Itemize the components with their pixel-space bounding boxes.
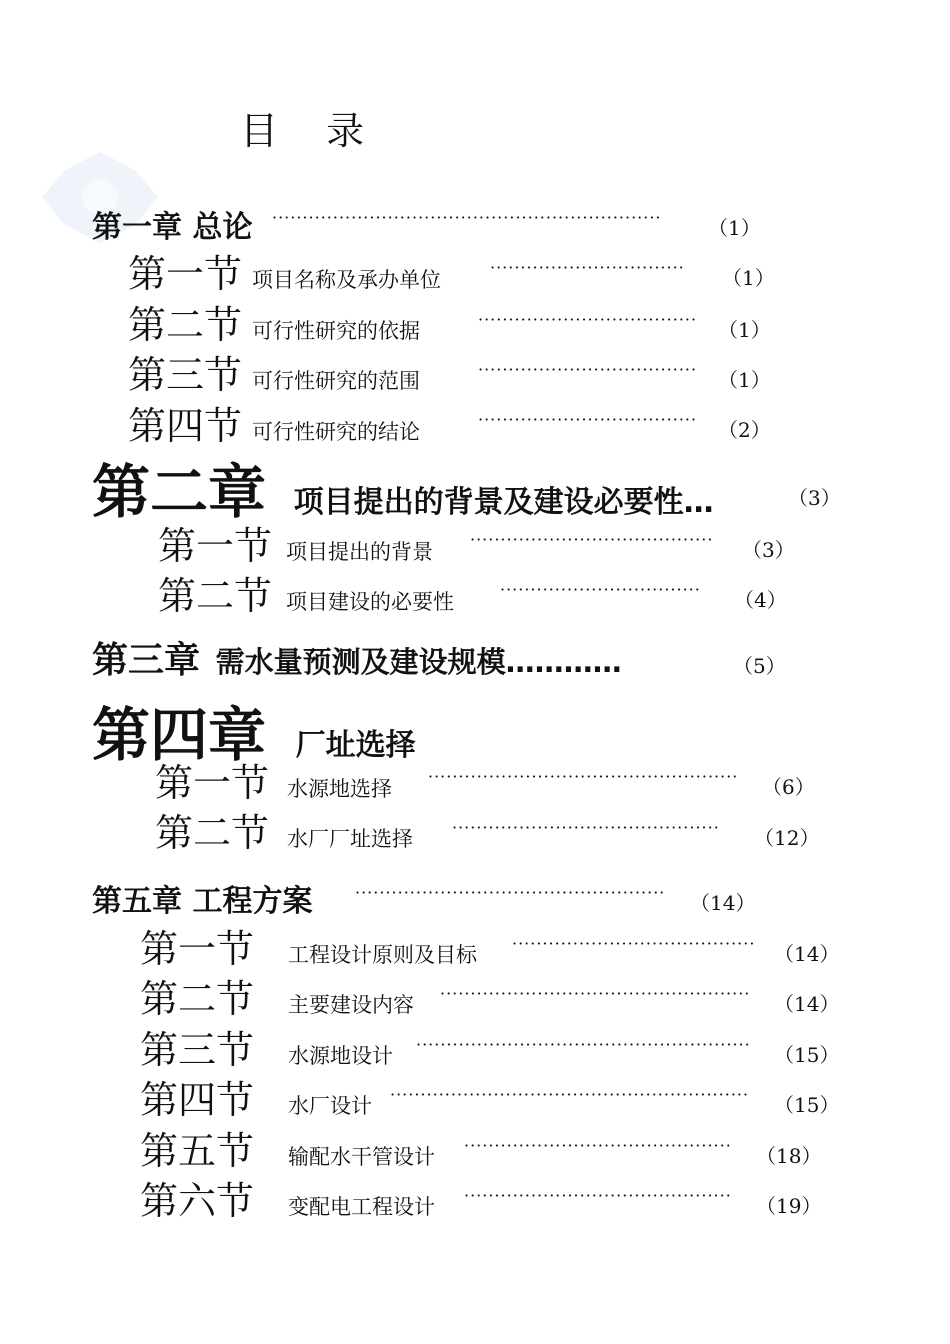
- toc-leader: ········································: [512, 934, 756, 953]
- toc-page: （1）: [708, 216, 761, 240]
- toc-page: （2）: [718, 418, 771, 442]
- toc-ch1-sec2: 第二节 可行性研究的依据: [128, 303, 421, 347]
- toc-leader: ···························································: [390, 1085, 750, 1104]
- toc-chapter-4: 第四章 厂址选择: [92, 701, 416, 769]
- toc-leader: ································································: [272, 208, 662, 227]
- toc-leader: ············································: [464, 1186, 732, 1205]
- toc-leader: ············································: [464, 1136, 732, 1155]
- toc-leader: ···················································: [440, 984, 751, 1003]
- toc-ch4-sec1: 第一节 水源地选择: [155, 761, 393, 805]
- toc-ch1-sec4: 第四节 可行性研究的结论: [128, 404, 421, 448]
- toc-leader: ································: [490, 258, 685, 277]
- toc-page: （15）: [774, 1093, 840, 1117]
- toc-page: （18）: [756, 1144, 822, 1168]
- toc-page: （12）: [754, 826, 820, 850]
- toc-page: （6）: [762, 775, 815, 799]
- toc-ch5-sec5: 第五节 输配水干管设计: [140, 1129, 436, 1173]
- toc-ch5-sec6: 第六节 变配电工程设计: [140, 1179, 436, 1223]
- toc-ch5-sec2: 第二节 主要建设内容: [140, 977, 415, 1021]
- toc-page: （14）: [774, 942, 840, 966]
- toc-page: （4）: [734, 588, 787, 612]
- toc-leader: ·······················································: [416, 1035, 751, 1054]
- toc-page: （5）: [733, 654, 786, 678]
- toc-page: （19）: [756, 1194, 822, 1218]
- toc-chapter-5: 第五章 工程方案: [92, 884, 313, 919]
- toc-leader: ····································: [478, 410, 698, 429]
- toc-ch5-sec4: 第四节 水厂设计: [140, 1078, 373, 1122]
- toc-leader: ····································: [478, 360, 698, 379]
- toc-leader: ·································: [500, 580, 701, 599]
- toc-ch5-sec1: 第一节 工程设计原则及目标: [140, 927, 478, 971]
- toc-page: （14）: [690, 891, 756, 915]
- toc-leader: ···················································: [355, 883, 666, 902]
- toc-ch2-sec1: 第一节 项目提出的背景: [158, 524, 434, 568]
- toc-leader: ···················································: [428, 767, 739, 786]
- toc-page: （1）: [718, 318, 771, 342]
- toc-ch2-sec2: 第二节 项目建设的必要性: [158, 574, 455, 618]
- page-title: 目 录: [240, 109, 383, 153]
- toc-leader: ········································: [470, 530, 714, 549]
- toc-page: （1）: [718, 368, 771, 392]
- toc-ch1-sec1: 第一节 项目名称及承办单位: [128, 252, 442, 296]
- toc-chapter-2: 第二章 项目提出的背景及建设必要性…: [92, 458, 714, 526]
- toc-page: （14）: [774, 992, 840, 1016]
- toc-page: （1）: [722, 266, 775, 290]
- toc-leader: ············································: [452, 818, 720, 837]
- toc-leader: ····································: [478, 310, 698, 329]
- toc-page: （3）: [788, 486, 841, 510]
- toc-page: （3）: [742, 538, 795, 562]
- toc-chapter-1: 第一章 总论: [92, 210, 253, 245]
- toc-ch4-sec2: 第二节 水厂厂址选择: [155, 811, 414, 855]
- toc-chapter-3: 第三章 需水量预测及建设规模…………: [92, 640, 622, 681]
- toc-ch5-sec3: 第三节 水源地设计: [140, 1028, 394, 1072]
- toc-ch1-sec3: 第三节 可行性研究的范围: [128, 353, 421, 397]
- toc-page: （15）: [774, 1043, 840, 1067]
